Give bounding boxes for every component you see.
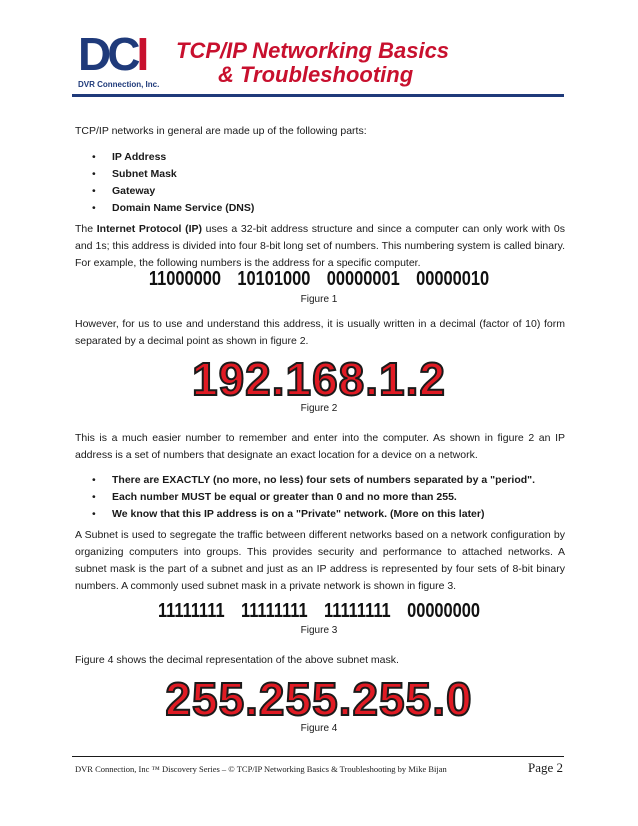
decimal-paragraph: However, for us to use and understand this address, it is usually written in a decimal (factor of 10) form separated by a decimal point as shown in figure 2. xyxy=(75,318,565,347)
list-item xyxy=(92,489,562,506)
bullet-icon: • xyxy=(92,491,96,503)
list-item-label: Gateway xyxy=(112,185,156,197)
intro-paragraph: TCP/IP networks in general are made up of the following parts: xyxy=(75,125,367,137)
rules-list xyxy=(92,472,562,523)
bullet-icon: • xyxy=(92,474,96,486)
page-title-line1: TCP/IP Networking Basics xyxy=(176,38,450,63)
list-item-label: Each number MUST be equal or greater than 0 and no more than 255. xyxy=(112,491,457,503)
binary-octet: 10101000 xyxy=(237,268,311,290)
list-item-label: We know that this IP address is on a "Private" network. (More on this later) xyxy=(112,508,485,520)
easier-paragraph: This is a much easier number to remember and enter into the computer. As shown in figure 2 an IP address is a set of numbers that designate an exact location for a device on a network. xyxy=(75,432,565,461)
figure2-caption: Figure 2 xyxy=(300,403,338,414)
figure3-binary xyxy=(57,600,580,623)
logo-caption: DVR Connection, Inc. xyxy=(78,80,160,89)
figure4-caption: Figure 4 xyxy=(300,723,338,734)
figure4-decimal-mask: 255.255.255.0 xyxy=(165,673,473,725)
logo-letter-d: D xyxy=(78,28,108,80)
list-item xyxy=(92,472,562,489)
logo-letters xyxy=(78,30,154,78)
bullet-icon: • xyxy=(92,508,96,520)
binary-octet: 00000001 xyxy=(326,268,400,290)
list-item xyxy=(92,183,562,200)
parts-list xyxy=(92,149,562,217)
list-item xyxy=(92,506,562,523)
logo-letter-i: I xyxy=(136,28,146,80)
binary-octet: 00000010 xyxy=(416,268,490,290)
ip-para-after: uses a 32-bit address structure and since a computer can only work with 0s and 1s; this address is divided into four 8-bit long set of numbers. This numbering system is called binary. For example, the following numbers is the address for a specific computer. xyxy=(75,223,566,269)
bullet-icon: • xyxy=(92,185,96,197)
page-title-line2: & Troubleshooting xyxy=(218,62,414,87)
ip-para-bold: Internet Protocol (IP) xyxy=(96,223,202,235)
bullet-icon: • xyxy=(92,151,96,163)
list-item xyxy=(92,200,562,217)
list-item xyxy=(92,166,562,183)
ip-paragraph xyxy=(75,221,565,272)
binary-octet: 11111111 xyxy=(157,600,225,622)
figure3-caption: Figure 3 xyxy=(300,625,338,636)
list-item-label: There are EXACTLY (no more, no less) four sets of numbers separated by a "period". xyxy=(112,474,536,486)
binary-octet: 11000000 xyxy=(148,268,221,290)
ip-para-before: The xyxy=(75,223,97,235)
bullet-icon: • xyxy=(92,168,96,180)
list-item-label: IP Address xyxy=(112,151,167,163)
figure4-intro: Figure 4 shows the decimal representation of the above subnet mask. xyxy=(75,654,399,666)
figure1-caption: Figure 1 xyxy=(300,294,338,305)
logo-letter-c: C xyxy=(107,28,137,80)
footer-divider xyxy=(72,756,564,757)
list-item-label: Domain Name Service (DNS) xyxy=(112,202,255,214)
subnet-paragraph: A Subnet is used to segregate the traffic between different networks based on a network configuration by organizing computers into groups. This provides security and performance to attached networks. A subnet mask is the part of a subnet and just as an IP address is represented by four sets of 8-bit binary numbers. A commonly used subnet mask in a private network is shown in figure 3. xyxy=(75,529,565,592)
list-item xyxy=(92,149,562,166)
list-item-label: Subnet Mask xyxy=(112,168,177,180)
binary-octet: 11111111 xyxy=(324,600,391,622)
bullet-icon: • xyxy=(92,202,96,214)
binary-octet: 11111111 xyxy=(240,600,308,622)
footer-text: DVR Connection, Inc ™ Discovery Series – © TCP/IP Networking Basics & Troubleshooting by Mike Bijan xyxy=(75,764,447,774)
header-divider xyxy=(72,94,564,97)
binary-octet: 00000000 xyxy=(407,600,481,622)
page-number: Page 2 xyxy=(527,760,563,775)
figure2-decimal-ip: 192.168.1.2 xyxy=(191,353,446,405)
figure1-binary xyxy=(57,268,580,291)
